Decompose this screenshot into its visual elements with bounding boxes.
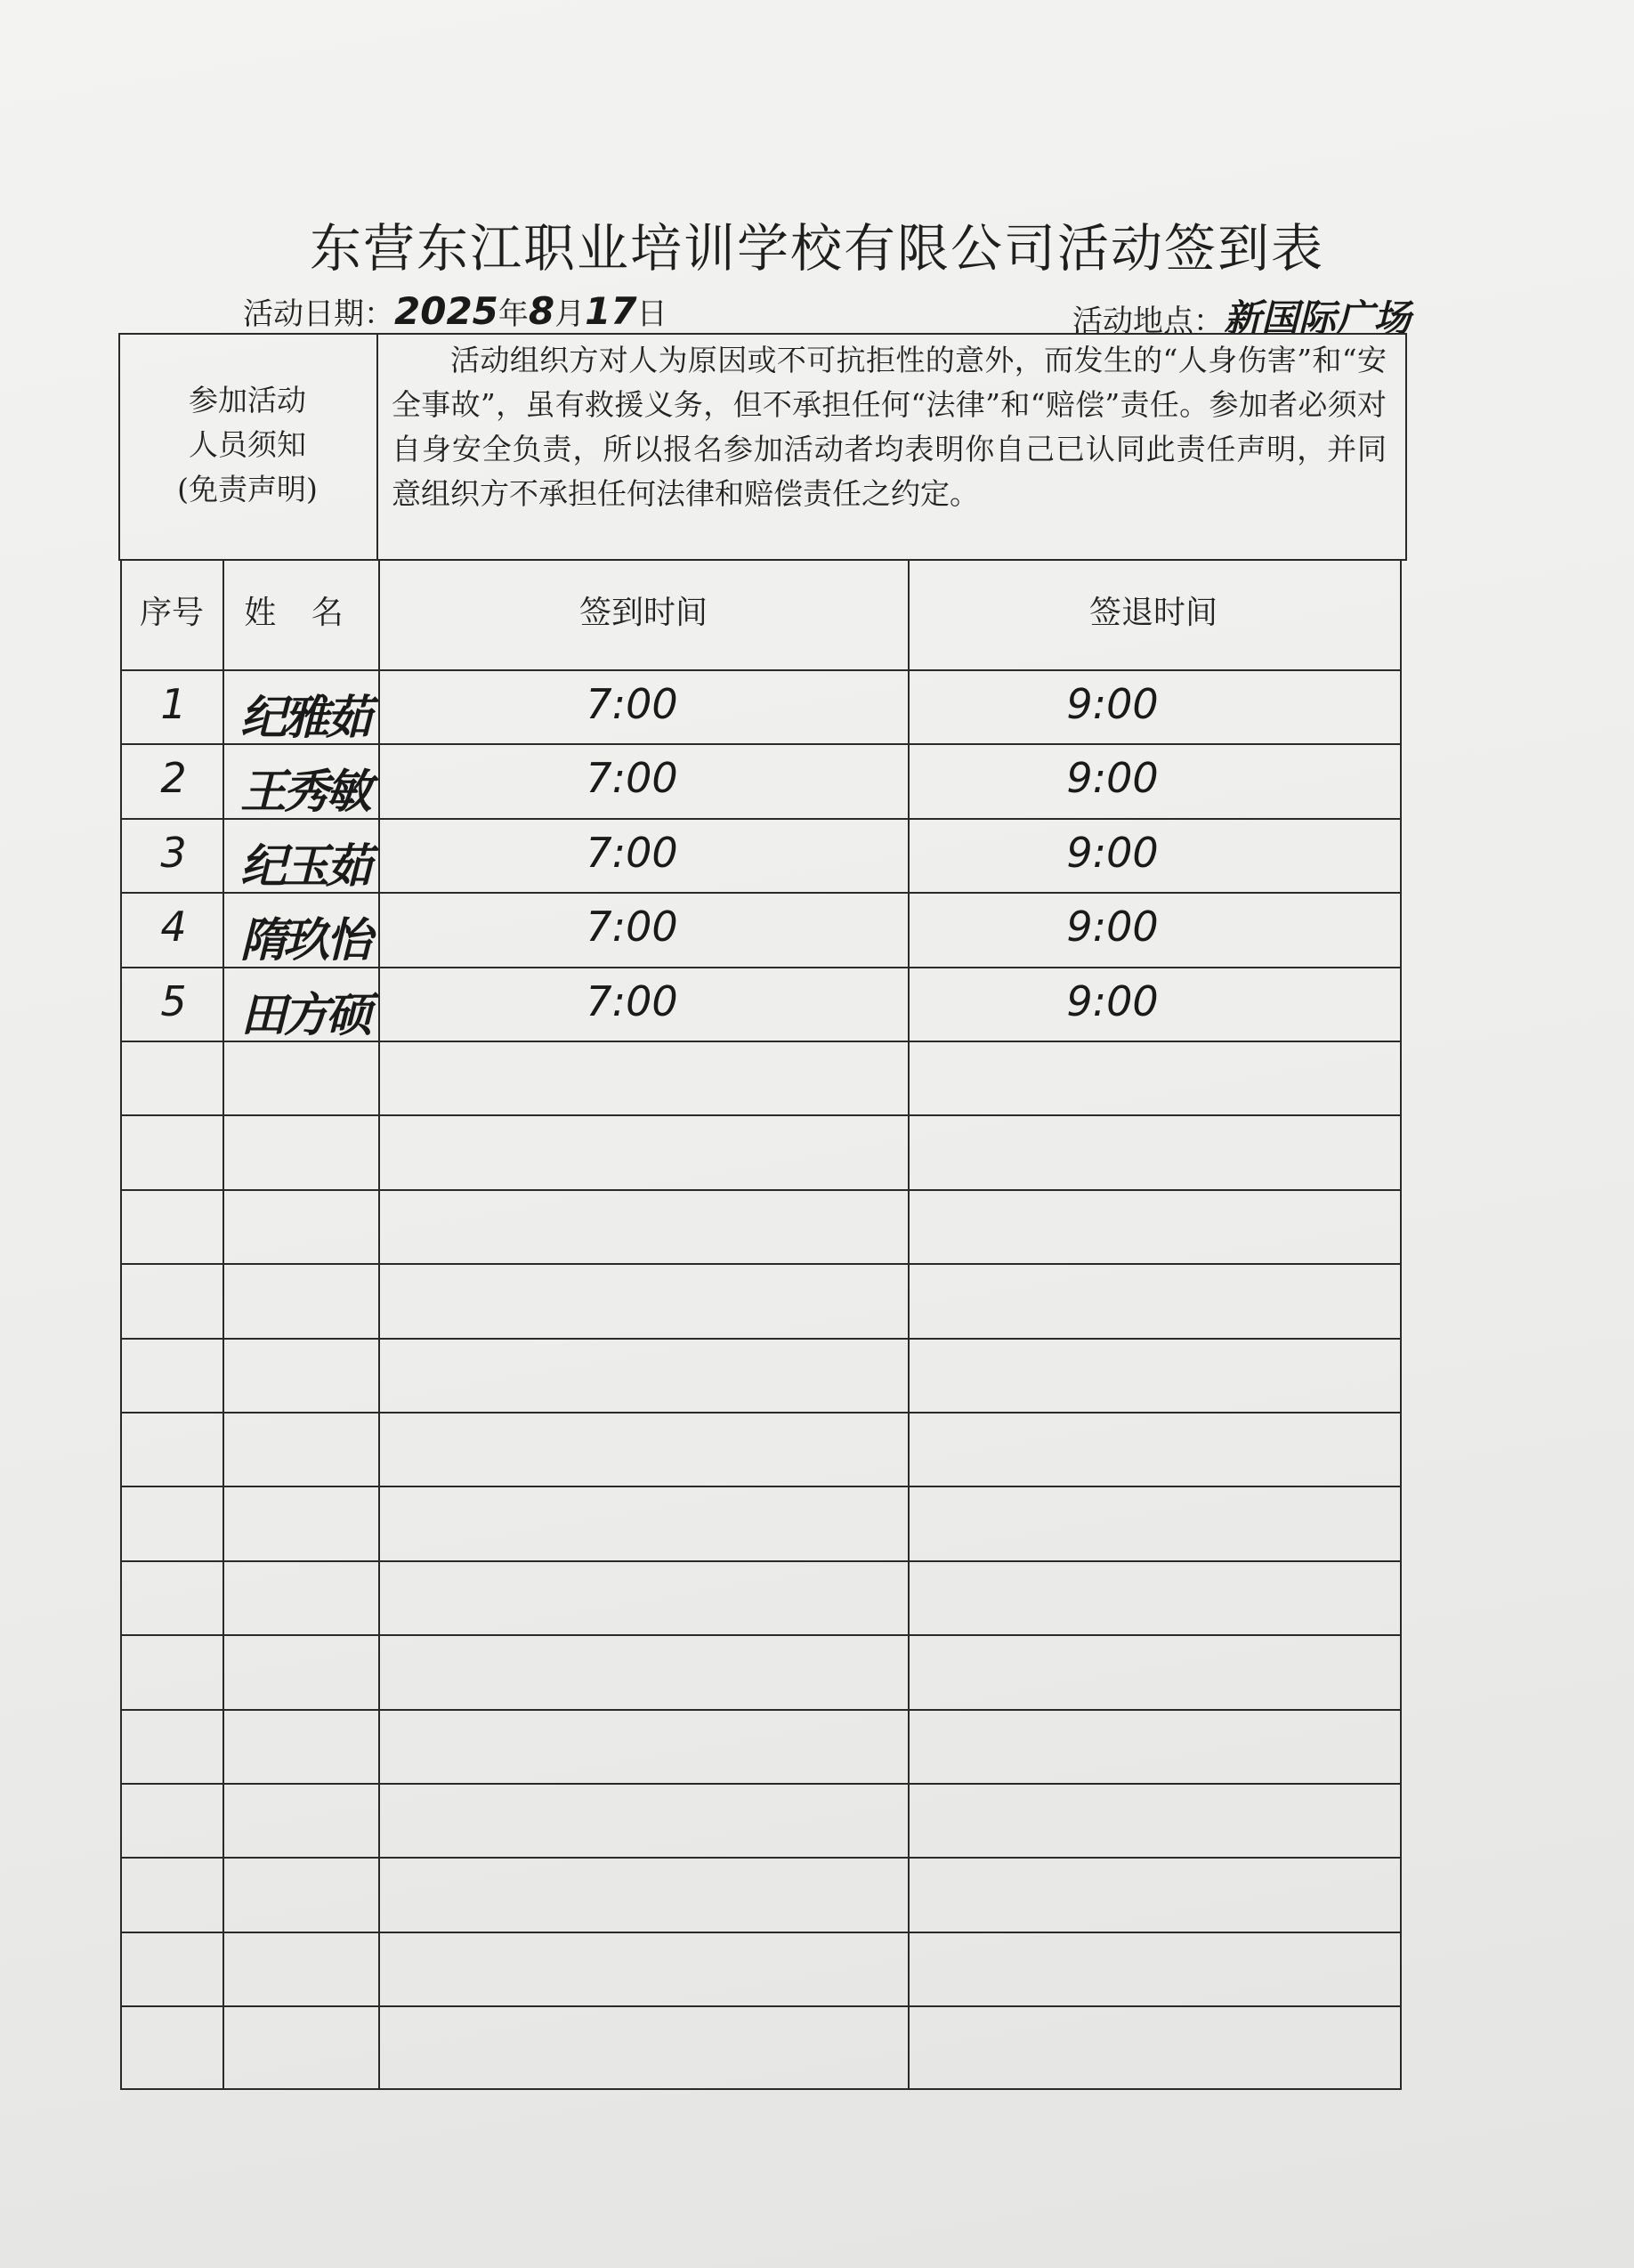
notice-divider bbox=[376, 333, 378, 561]
row-name: 王秀敏 bbox=[239, 765, 368, 819]
date-year: 2025 bbox=[394, 289, 498, 333]
row-name: 隋玖怡 bbox=[239, 914, 368, 968]
notice-label-line2: 人员须知 bbox=[189, 427, 306, 462]
form-title: 东营东江职业培训学校有限公司活动签到表 bbox=[309, 218, 1324, 279]
row-divider bbox=[120, 1709, 1402, 1711]
header-sign-out: 签退时间 bbox=[1088, 595, 1217, 631]
disclaimer-text: 活动组织方对人为原因或不可抗拒性的意外，而发生的“人身伤害”和“安全事故”，虽有救援义务，但不承担任何“法律”和“赔偿”责任。参加者必须对自身安全负责，所以报名参加活动者均表明你自己已认同此责任声明，并同意组织方不承担任何法律和赔偿责任之约定。 bbox=[392, 343, 1387, 511]
date-day: 17 bbox=[585, 289, 637, 333]
row-sign-in-time: 7:00 bbox=[586, 903, 678, 951]
row-number: 2 bbox=[160, 754, 187, 802]
header-name: 姓 名 bbox=[244, 595, 356, 631]
location-value: 新国际广场 bbox=[1224, 296, 1412, 340]
notice-label bbox=[123, 378, 372, 512]
row-divider bbox=[120, 2005, 1402, 2007]
notice-label-line3: (免责声明) bbox=[177, 472, 318, 506]
row-divider bbox=[120, 1783, 1402, 1785]
row-sign-in-time: 7:00 bbox=[586, 754, 678, 802]
row-divider bbox=[120, 1412, 1402, 1413]
row-sign-out-time: 9:00 bbox=[1066, 680, 1159, 728]
row-number: 5 bbox=[160, 977, 187, 1025]
row-divider bbox=[120, 1263, 1402, 1265]
col-divider-time bbox=[908, 559, 910, 2090]
row-sign-out-time: 9:00 bbox=[1066, 977, 1159, 1025]
date-year-suffix: 年 bbox=[497, 296, 529, 332]
row-sign-out-time: 9:00 bbox=[1066, 903, 1159, 951]
date-day-suffix: 日 bbox=[636, 296, 667, 332]
location-label: 活动地点： bbox=[1072, 304, 1224, 339]
row-number: 1 bbox=[160, 680, 187, 728]
row-number: 4 bbox=[160, 903, 187, 951]
date-month-suffix: 月 bbox=[554, 296, 586, 332]
activity-date bbox=[243, 289, 667, 333]
row-divider bbox=[120, 1857, 1402, 1859]
header-num: 序号 bbox=[139, 595, 204, 631]
row-number: 3 bbox=[160, 829, 187, 877]
row-name: 田方硕 bbox=[239, 989, 368, 1042]
header-sign-in: 签到时间 bbox=[578, 595, 708, 631]
row-divider bbox=[120, 1114, 1402, 1116]
row-sign-in-time: 7:00 bbox=[586, 680, 678, 728]
row-divider bbox=[120, 1486, 1402, 1487]
row-divider bbox=[120, 669, 1402, 671]
row-sign-in-time: 7:00 bbox=[586, 829, 678, 877]
row-name: 纪雅茹 bbox=[239, 692, 368, 745]
row-divider bbox=[120, 1189, 1402, 1191]
date-month: 8 bbox=[528, 289, 555, 333]
row-sign-out-time: 9:00 bbox=[1066, 754, 1159, 802]
row-divider bbox=[120, 1634, 1402, 1636]
row-divider bbox=[120, 1932, 1402, 1933]
row-sign-out-time: 9:00 bbox=[1066, 829, 1159, 877]
row-divider bbox=[120, 1560, 1402, 1562]
row-sign-in-time: 7:00 bbox=[586, 977, 678, 1025]
notice-label-line1: 参加活动 bbox=[189, 383, 306, 417]
row-divider bbox=[120, 1338, 1402, 1340]
row-name: 纪玉茹 bbox=[239, 840, 368, 894]
date-label: 活动日期： bbox=[243, 296, 394, 332]
